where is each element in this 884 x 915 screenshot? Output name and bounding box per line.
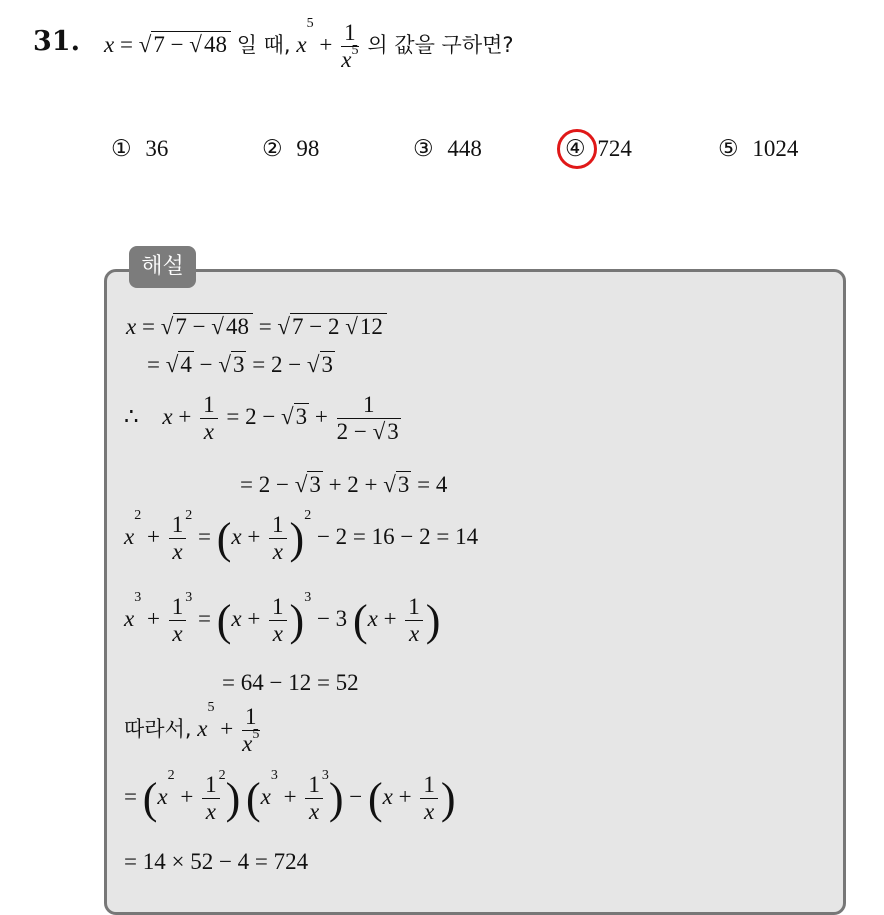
solution-tag: 해설: [129, 246, 196, 288]
solution-line-2: = √4 − √3 = 2 − √3: [147, 352, 334, 377]
solution-line-5: $x^2$ + $\frac{1}{x}$ $^2$ = (x + $\frac{1}{x}$ )$^2$ − 2 = 16 − 2 = 14: [124, 508, 479, 565]
choice-mark: ①: [111, 136, 132, 161]
problem-text-value: 의 값을 구하면?: [367, 33, 514, 58]
problem-number: 31.: [33, 26, 80, 57]
solution-line-3: ∴ x + $\frac{1}{x}$ = 2 − √3 + $\frac{1}{2 - √3}$: [124, 392, 399, 445]
choice-value: 36: [145, 136, 169, 161]
problem-statement: x = √7 − √48 일 때, $x^5$ + $\frac{1}{x^5}$ 의 값을 구하면?: [104, 16, 514, 73]
choice-value: 448: [447, 136, 482, 161]
choice-mark: ⑤: [718, 136, 739, 161]
line-10-text: = 14 × 52 − 4 = 724: [124, 849, 309, 874]
choice-3[interactable]: [413, 136, 482, 162]
therefore-symbol: ∴: [124, 404, 139, 430]
solution-line-6: $x^3$ + $\frac{1}{x}$ $^3$ = (x + $\frac{1}{x}$ )$^3$ − 3 (x + $\frac{1}{x}$ ): [124, 590, 441, 647]
choice-5[interactable]: [718, 136, 798, 162]
choice-value: 724: [597, 136, 632, 161]
solution-line-10: [124, 849, 308, 875]
choice-mark: ②: [262, 136, 283, 161]
choice-mark: ④: [565, 136, 586, 161]
solution-line-4: = 2 − √3 + 2 + √3 = 4: [240, 472, 448, 497]
so-label: 따라서,: [124, 717, 192, 742]
solution-line-1: x = √7 − √48 = √7 − 2 √12: [126, 314, 387, 340]
line-7-text: = 64 − 12 = 52: [222, 670, 359, 695]
choice-1[interactable]: [111, 136, 168, 162]
solution-line-7: [222, 670, 359, 696]
problem-text-when: 일 때,: [236, 33, 291, 58]
solution-line-8: 따라서, $x^5$ + $\frac{1}{x^5}$: [124, 700, 260, 757]
choice-4[interactable]: [565, 136, 632, 162]
choice-2[interactable]: [262, 136, 319, 162]
solution-line-9: = ($x^2$ + $\frac{1}{x}$ $^2$) ($x^3$ + $\frac{1}{x}$ $^3$) − (x + $\frac{1}{x}$ ): [124, 768, 456, 825]
choice-mark: ③: [413, 136, 434, 161]
choice-value: 98: [296, 136, 320, 161]
choice-value: 1024: [752, 136, 799, 161]
